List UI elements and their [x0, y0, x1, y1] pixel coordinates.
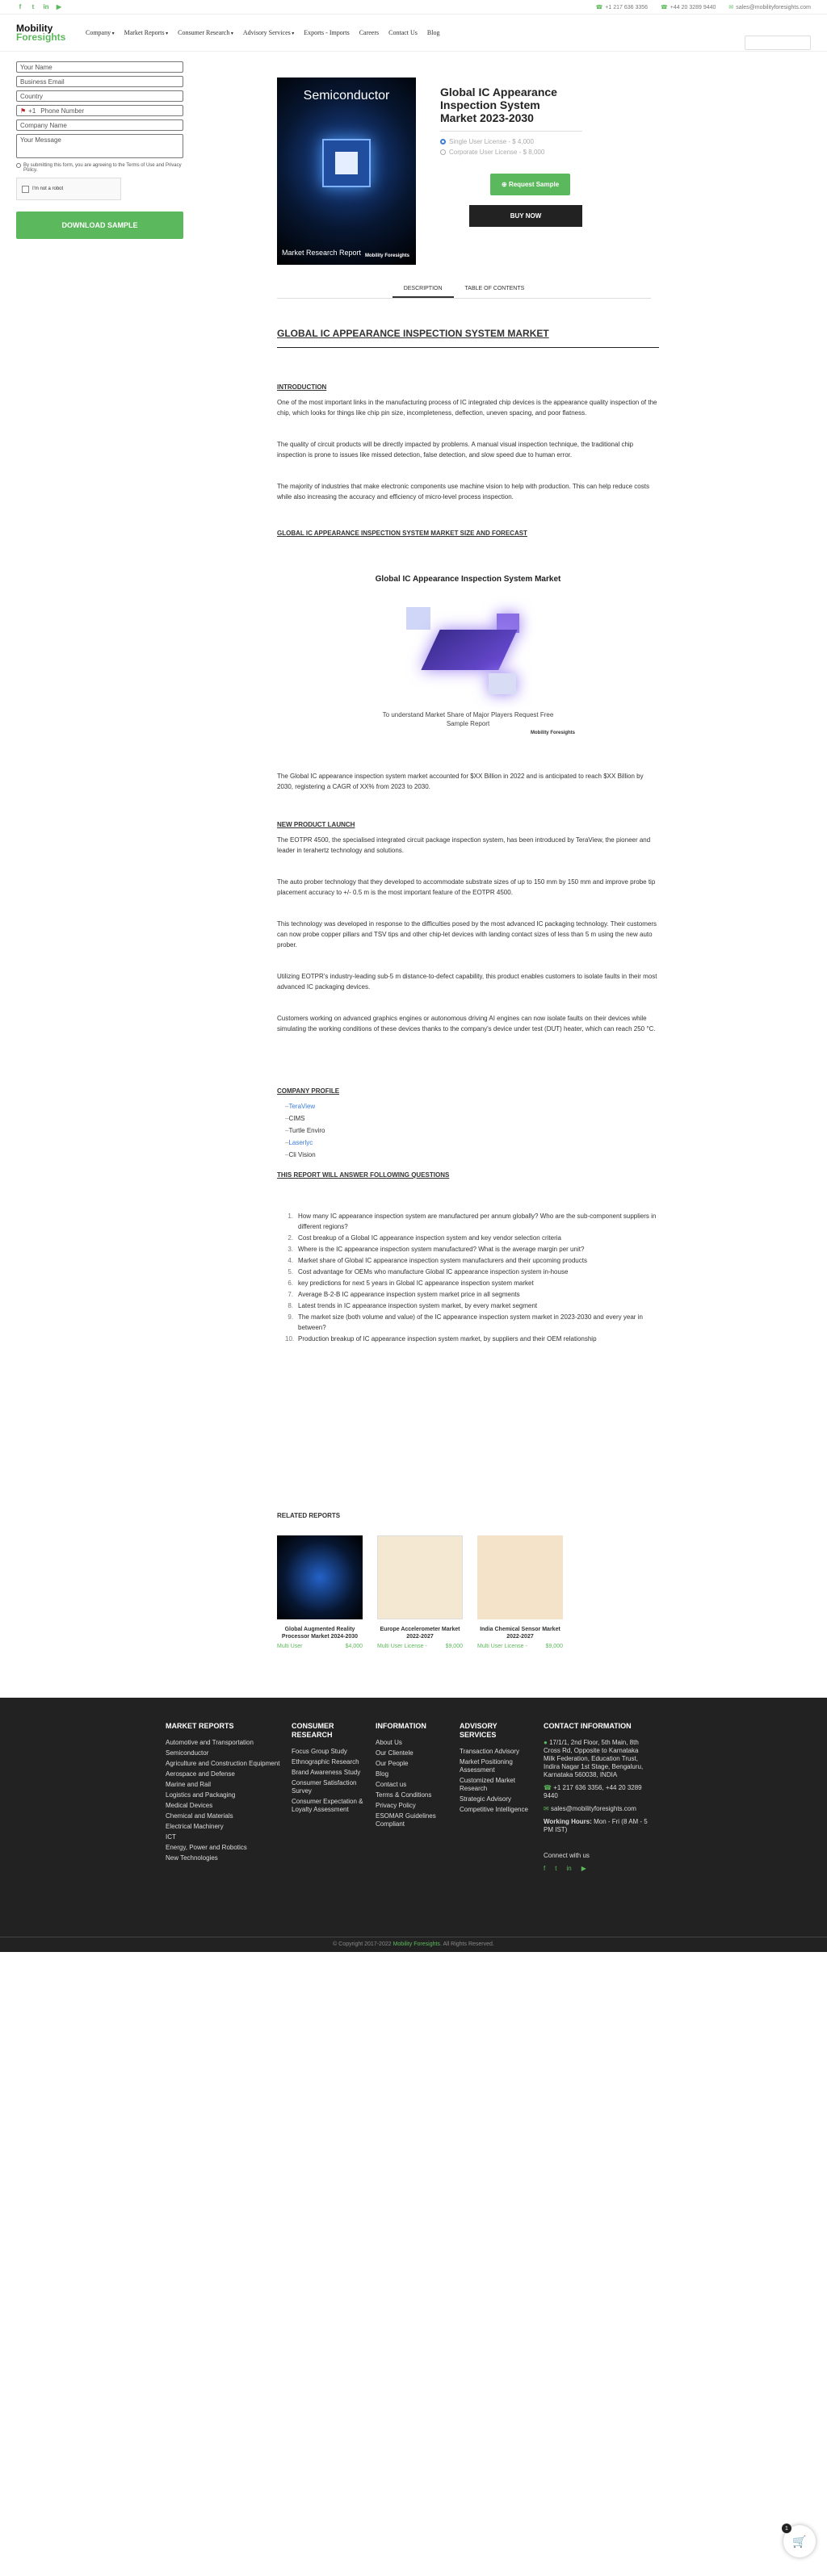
figure-illustration — [400, 593, 537, 706]
footer-link[interactable]: Contact us — [376, 1781, 407, 1788]
captcha-label: I'm not a robot — [32, 186, 64, 191]
footer-link[interactable]: Privacy Policy — [376, 1802, 416, 1809]
company-name[interactable]: TeraView — [288, 1103, 316, 1110]
search-input[interactable] — [745, 36, 811, 50]
cover-subtitle: Market Research Report — [282, 249, 362, 257]
phone-2: +44 20 3289 9440 — [670, 4, 716, 10]
question-number: 5. — [288, 1268, 293, 1275]
nav-exports-imports[interactable]: Exports - Imports — [304, 29, 350, 36]
footer-link[interactable]: Market Positioning Assessment — [460, 1758, 513, 1774]
company-name: Cli Vision — [288, 1151, 316, 1158]
company-list — [277, 1101, 659, 1160]
paragraph: The Global IC appearance inspection system market accounted for $XX Billion in 2022 and is anticipated to reach $XX Billion by 2030, registering a CAGR of XX% from 2023 to 2030. — [277, 773, 644, 790]
nav-consumer-research[interactable]: Consumer Research ▾ — [178, 29, 233, 36]
phone-icon: ☎ — [544, 1784, 554, 1791]
footer-col-information — [376, 1722, 448, 1872]
tab-description[interactable]: DESCRIPTION — [393, 281, 454, 298]
question-text: Market share of Global IC appearance inspection system manufacturers and their upcoming products — [298, 1257, 587, 1264]
footer-link[interactable]: Ethnographic Research — [292, 1758, 359, 1766]
question-number: 1. — [288, 1213, 293, 1220]
phone-text: +1 217 636 3356, +44 20 3289 9440 — [544, 1784, 642, 1799]
connect-label: Connect with us — [544, 1852, 590, 1859]
question-text: Cost advantage for OEMs who manufacture Global IC appearance inspection system in-house — [298, 1268, 569, 1275]
license-label: Multi User License - — [377, 1644, 427, 1649]
company-item — [285, 1125, 659, 1136]
phone-field[interactable] — [16, 105, 183, 116]
footer-link[interactable]: Brand Awareness Study — [292, 1769, 361, 1776]
question-text: Cost breakup of a Global IC appearance inspection system and key vendor selection criteria — [298, 1234, 561, 1242]
footer-col-market-reports — [166, 1722, 280, 1872]
price: $9,000 — [545, 1644, 563, 1649]
question-number: 10. — [285, 1335, 295, 1342]
question-number: 9. — [288, 1313, 293, 1321]
captcha — [16, 178, 121, 200]
footer-link[interactable]: ESOMAR Guidelines Compliant — [376, 1812, 436, 1828]
paragraph: The majority of industries that make electronic components use machine vision to help with production. This can help reduce costs while also increasing the accuracy and efficiency of micro-level process inspection. — [277, 483, 649, 501]
top-contact — [596, 4, 811, 10]
divider — [440, 131, 582, 132]
download-sample-button[interactable]: DOWNLOAD SAMPLE — [16, 212, 183, 239]
phone-prefix: +1 — [28, 107, 36, 115]
nav-market-reports[interactable]: Market Reports ▾ — [124, 29, 169, 36]
company-name: Turtle Enviro — [288, 1127, 325, 1134]
company-item[interactable] — [285, 1137, 659, 1148]
price: $9,000 — [445, 1644, 463, 1649]
product-title: Global IC Appearance Inspection System Market 2023-2030 — [440, 86, 557, 124]
figure-caption[interactable]: To understand Market Share of Major Players Request Free Sample Report — [382, 711, 554, 727]
footer-link[interactable]: Electrical Machinery — [166, 1823, 224, 1830]
paragraph: Utilizing EOTPR's industry-leading sub-5 m distance-to-defect capability, this product enables customers to isolate faults in their most advanced IC packaging devices. — [277, 973, 657, 991]
footer-link[interactable]: Competitive Intelligence — [460, 1806, 528, 1813]
related-title[interactable]: Global Augmented Reality Processor Market 2024-2030 — [281, 1627, 359, 1640]
paragraph: The EOTPR 4500, the specialised integrated circuit package inspection system, has been introduced by TeraView, the pioneer and leader in terahertz technology and solutions. — [277, 836, 651, 854]
social-links — [16, 3, 63, 11]
tab-toc[interactable]: TABLE OF CONTENTS — [464, 286, 525, 291]
figure-brand: Mobility Foresights — [530, 731, 575, 735]
illustration-platform — [421, 630, 517, 670]
footer-heading: ADVISORY SERVICES — [460, 1722, 497, 1739]
youtube-icon[interactable]: ▶ — [581, 1865, 586, 1872]
nav-company[interactable]: Company ▾ — [86, 29, 115, 36]
nav-contact[interactable]: Contact Us — [388, 29, 418, 36]
footer-link[interactable]: Aerospace and Defense — [166, 1770, 235, 1778]
footer-link[interactable]: Focus Group Study — [292, 1748, 347, 1755]
chat-icon: 🛒 — [792, 2534, 807, 2548]
question-item — [285, 1301, 659, 1311]
footer-link[interactable]: Our People — [376, 1760, 409, 1767]
radio-icon[interactable] — [440, 149, 446, 155]
hours-text: Mon - Fri (8 AM - 5 PM IST) — [544, 1818, 648, 1833]
question-number: 6. — [288, 1280, 293, 1287]
message-field[interactable]: Your Message — [16, 134, 183, 158]
question-item — [285, 1244, 659, 1254]
question-item — [285, 1289, 659, 1300]
related-price — [377, 1644, 463, 1649]
footer-phone[interactable] — [544, 1784, 649, 1800]
question-number: 3. — [288, 1246, 293, 1253]
paragraph: This technology was developed in response to the difficulties posed by the most advanced IC packaging technology. Their customers can now probe copper pillars and TSV tips and other chip-let devices with landing contact sizes of less than 5 m using the new auto prober. — [277, 920, 657, 949]
market-figure — [277, 574, 659, 739]
company-field[interactable]: Company Name — [16, 119, 183, 131]
license-single[interactable] — [440, 138, 582, 145]
footer-link[interactable]: Agriculture and Construction Equipment — [166, 1760, 280, 1767]
footer-heading: MARKET REPORTS — [166, 1722, 234, 1730]
license-label: Multi User License - — [477, 1644, 527, 1649]
site-logo[interactable] — [16, 24, 86, 42]
footer-col-advisory — [460, 1722, 532, 1872]
question-item — [285, 1278, 659, 1288]
footer-columns — [0, 1698, 827, 1872]
article-title: GLOBAL IC APPEARANCE INSPECTION SYSTEM MARKET — [277, 329, 659, 348]
consent-checkbox[interactable] — [16, 163, 21, 168]
intro-heading: INTRODUCTION — [277, 383, 327, 391]
footer-col-contact — [544, 1722, 649, 1872]
logo-line-2: Foresights — [16, 31, 66, 43]
question-number: 2. — [288, 1234, 293, 1242]
company-name[interactable]: Laserlyc — [288, 1139, 313, 1146]
consent-text: By submitting this form, you are agreeing to the Terms of Use and Privacy Policy. — [23, 163, 182, 173]
phone-icon: ☎ — [595, 4, 603, 10]
copyright-text: © Copyright 2017-2022 — [333, 1941, 393, 1947]
phone-placeholder: Phone Number — [40, 107, 85, 115]
request-sample-button[interactable]: ⊕ Request Sample — [490, 174, 570, 195]
paragraph: One of the most important links in the manufacturing process of IC integrated chip devices is the appearance quality inspection of the chip, which looks for things like chip pin size, incompleteness, deflection, uneven spacing, and poor flatness. — [277, 399, 657, 417]
footer-link[interactable]: Terms & Conditions — [376, 1791, 432, 1799]
footer-link[interactable]: Logistics and Packaging — [166, 1791, 236, 1799]
license-corporate[interactable] — [440, 149, 582, 156]
question-text: key predictions for next 5 years in Global IC appearance inspection system market — [298, 1280, 534, 1287]
buy-now-button[interactable]: BUY NOW — [469, 205, 582, 227]
facebook-icon[interactable]: f — [544, 1865, 546, 1872]
size-heading: GLOBAL IC APPEARANCE INSPECTION SYSTEM MARKET SIZE AND FORECAST — [277, 530, 527, 537]
product-main — [277, 77, 659, 1344]
question-text: Production breakup of IC appearance inspection system market, by suppliers and their OEM relationship — [298, 1335, 597, 1342]
flag-icon[interactable]: ⚑ — [20, 107, 27, 115]
location-icon: ● — [544, 1739, 550, 1746]
nav-careers[interactable]: Careers — [359, 29, 380, 36]
twitter-icon[interactable]: t — [31, 3, 35, 10]
question-item — [285, 1233, 659, 1243]
phone-link-1[interactable] — [596, 4, 648, 10]
footer-link[interactable]: Strategic Advisory — [460, 1795, 512, 1803]
footer-link[interactable]: Our Clientele — [376, 1749, 414, 1757]
company-name: CIMS — [288, 1115, 305, 1122]
phone-link-2[interactable] — [661, 4, 716, 10]
nav-advisory-services[interactable]: Advisory Services ▾ — [243, 29, 294, 36]
footer-address — [544, 1739, 649, 1779]
facebook-icon[interactable]: f — [19, 3, 22, 10]
site-footer — [0, 1698, 827, 1952]
company-item — [285, 1113, 659, 1124]
question-item — [285, 1211, 659, 1232]
report-cover — [277, 77, 416, 265]
footer-link[interactable]: Automotive and Transportation — [166, 1739, 254, 1746]
license-label: Multi User — [277, 1644, 303, 1649]
captcha-checkbox[interactable] — [22, 186, 29, 193]
mail-icon: ✉ — [544, 1805, 551, 1812]
related-title[interactable]: India Chemical Sensor Market 2022-2027 — [480, 1627, 560, 1640]
nav-menu — [86, 29, 439, 36]
chat-widget-button[interactable] — [783, 2525, 816, 2557]
request-sample-label: Request Sample — [508, 181, 560, 188]
email-field[interactable]: Business Email — [16, 76, 183, 87]
company-item — [285, 1150, 659, 1160]
product-info — [440, 77, 582, 265]
related-heading: RELATED REPORTS — [277, 1512, 341, 1519]
footer-link[interactable]: Semiconductor — [166, 1749, 209, 1757]
address-text: 17/1/1, 2nd Floor, 5th Main, 8th Cross Rd, Opposite to Karnataka Milk Federation, Education Trust, Indira Nagar 1st Stage, Bengaluru, Karnataka 560038, INDIA — [544, 1739, 644, 1778]
country-field[interactable]: Country — [16, 90, 183, 102]
footer-link[interactable]: Energy, Power and Robotics — [166, 1844, 247, 1851]
question-item — [285, 1334, 659, 1344]
footer-link[interactable]: Marine and Rail — [166, 1781, 212, 1788]
footer-heading: CONSUMER RESEARCH — [292, 1722, 334, 1739]
related-title[interactable]: Europe Accelerometer Market 2022-2027 — [380, 1627, 460, 1640]
name-field[interactable]: Your Name — [16, 61, 183, 73]
question-text: The market size (both volume and value) of the IC appearance inspection system market in 2023-2030 and every year in between? — [298, 1313, 643, 1331]
related-card[interactable] — [277, 1535, 363, 1649]
consent — [16, 163, 183, 173]
twitter-icon[interactable]: t — [555, 1865, 557, 1872]
footer-link[interactable]: Transaction Advisory — [460, 1748, 519, 1755]
copyright — [0, 1937, 827, 1947]
description — [277, 329, 659, 1344]
hours-label: Working Hours: — [544, 1818, 592, 1825]
youtube-icon[interactable]: ▶ — [56, 3, 62, 10]
figure-title: Global IC Appearance Inspection System Market — [375, 575, 561, 584]
related-card[interactable] — [377, 1535, 463, 1649]
related-cards — [277, 1535, 568, 1649]
related-cover[interactable] — [277, 1535, 363, 1619]
sample-form — [16, 61, 183, 239]
paragraph: The auto prober technology that they developed to accommodate substrate sizes of up to 150 mm by 150 mm and improve probe tip placement accuracy to +/- 0.5 m is the most important feature of the EOTPR 4500. — [277, 878, 656, 896]
footer-link[interactable]: ICT — [166, 1833, 176, 1841]
related-price — [277, 1644, 363, 1649]
footer-link[interactable]: Chemical and Materials — [166, 1812, 233, 1820]
phone-1: +1 217 636 3356 — [605, 4, 649, 10]
linkedin-icon[interactable]: in — [43, 3, 49, 10]
footer-heading: INFORMATION — [376, 1722, 426, 1730]
question-text: How many IC appearance inspection system are manufactured per annum globally? Who are the sub-component suppliers in different regions? — [298, 1213, 657, 1230]
footer-link[interactable]: Customized Market Research — [460, 1777, 515, 1792]
nav-blog[interactable]: Blog — [426, 29, 440, 36]
question-text: Average B-2-B IC appearance inspection system market price in all segments — [298, 1291, 520, 1298]
question-text: Where is the IC appearance inspection system manufactured? What is the average margin per unit? — [298, 1246, 585, 1253]
copyright-suffix: . All Rights Reserved. — [439, 1941, 494, 1947]
email-text: sales@mobilityforesights.com — [550, 1805, 636, 1812]
illustration-shape — [406, 607, 430, 630]
footer-col-consumer-research — [292, 1722, 364, 1872]
footer-link[interactable]: Consumer Expectation & Loyalty Assessment — [292, 1798, 363, 1813]
footer-link[interactable]: About Us — [376, 1739, 402, 1746]
company-profile-heading: COMPANY PROFILE — [277, 1087, 340, 1095]
question-item — [285, 1255, 659, 1266]
logo-line-1: Mobility — [16, 22, 53, 34]
license-single-label: Single User License - $ 4,000 — [449, 138, 534, 145]
main-nav — [0, 15, 827, 52]
radio-icon[interactable] — [440, 139, 446, 145]
cover-brand: Mobility Foresights — [364, 253, 409, 258]
footer-email[interactable] — [544, 1805, 649, 1813]
email: sales@mobilityforesights.com — [736, 4, 811, 10]
npl-heading: NEW PRODUCT LAUNCH — [277, 821, 355, 828]
paragraph: Customers working on advanced graphics engines or autonomous driving AI engines can now isolate faults on their devices while simulating the working conditions of these devices thanks to the company's device under test (DUT) heater, which can reach 250 °C. — [277, 1015, 656, 1032]
cover-title: Semiconductor — [303, 89, 390, 103]
footer-hours — [544, 1818, 649, 1834]
paragraph: The quality of circuit products will be directly impacted by problems. A manual visual inspection technique, the traditional chip inspection is prone to issues like missed detection, false detection, and slow speed due to human error. — [277, 441, 634, 459]
illustration-shape — [489, 673, 516, 694]
chat-badge: 1 — [782, 2524, 791, 2533]
footer-link[interactable]: Blog — [376, 1770, 389, 1778]
footer-link[interactable]: Medical Devices — [166, 1802, 213, 1809]
top-bar — [0, 0, 827, 15]
related-price — [477, 1644, 563, 1649]
footer-link[interactable]: New Technologies — [166, 1854, 218, 1862]
question-item — [285, 1312, 659, 1333]
related-reports — [277, 1512, 568, 1649]
question-text: Latest trends in IC appearance inspection system market, by every market segment — [298, 1302, 538, 1309]
license-corporate-label: Corporate User License - $ 8,000 — [449, 149, 545, 156]
company-item[interactable] — [285, 1101, 659, 1112]
phone-icon: ☎ — [661, 4, 668, 10]
question-number: 4. — [288, 1257, 293, 1264]
questions-list — [277, 1211, 659, 1344]
related-cover[interactable] — [377, 1535, 463, 1619]
question-number: 8. — [288, 1302, 293, 1309]
question-number: 7. — [288, 1291, 293, 1298]
footer-heading: CONTACT INFORMATION — [544, 1722, 632, 1730]
related-card[interactable] — [477, 1535, 563, 1649]
email-link[interactable] — [728, 4, 811, 10]
questions-heading: THIS REPORT WILL ANSWER FOLLOWING QUESTIONS — [277, 1171, 450, 1179]
copyright-brand[interactable]: Mobility Foresights — [393, 1941, 440, 1947]
chip-icon — [322, 139, 371, 187]
price: $4,000 — [345, 1644, 363, 1649]
mail-icon: ✉ — [728, 4, 734, 10]
product-hero — [277, 77, 659, 265]
footer-link[interactable]: Consumer Satisfaction Survey — [292, 1779, 357, 1795]
linkedin-icon[interactable]: in — [566, 1865, 572, 1872]
footer-social — [544, 1865, 649, 1872]
question-item — [285, 1267, 659, 1277]
tabs — [277, 281, 651, 299]
related-cover[interactable] — [477, 1535, 563, 1619]
